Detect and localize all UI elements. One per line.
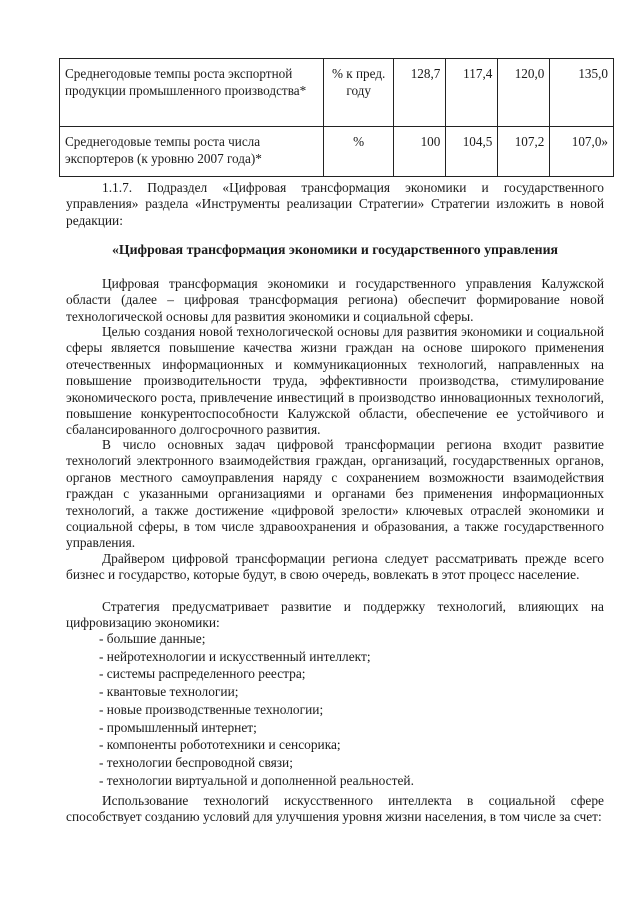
indicator-value: 104,5 — [446, 127, 498, 177]
indicator-value: 107,2 — [498, 127, 550, 177]
list-item: - большие данные; — [99, 631, 206, 646]
indicator-name: Среднегодовые темпы роста числа экспортеров (к уровню 2007 года)* — [60, 127, 324, 177]
intro-paragraph: 1.1.7. Подраздел «Цифровая трансформация экономики и государственного управления» раздела «Инструменты реализации Стратегии» Стратегии изложить в новой редакции: — [66, 180, 604, 228]
body-paragraph: Драйвером цифровой трансформации региона следует рассматривать прежде всего бизнес и государство, которые будут, в свою очередь, вовлекать в этот процесс население. — [66, 551, 604, 583]
indicator-unit: % к пред. году — [323, 59, 393, 127]
list-item: - новые производственные технологии; — [99, 701, 324, 717]
section-heading: «Цифровая трансформация экономики и государственного управления — [111, 242, 559, 257]
list-item: - технологии беспроводной связи; — [99, 754, 293, 770]
list-item: - квантовые технологии; — [99, 684, 239, 700]
indicator-value: 135,0 — [550, 59, 614, 127]
body-paragraph: Стратегия предусматривает развитие и поддержку технологий, влияющих на цифровизацию экономики: — [66, 599, 604, 631]
indicator-value: 100 — [394, 127, 446, 177]
body-paragraph: Целью создания новой технологической основы для развития экономики и социальной сферы является повышение качества жизни граждан на основе широкого применения отечественных информационных и коммуникационных технологий, направленных на повышение производительности труда, эффективности производства, стимулирование экономического роста, привлечение инвестиций в производство инновационных технологий, повышение конкурентоспособности Калужской области, обеспечение ее устойчивого и сбалансированного долгосрочного развития. — [66, 324, 604, 438]
export-indicators-table — [59, 58, 614, 177]
technology-list — [99, 630, 414, 789]
list-item: - промышленный интернет; — [99, 719, 257, 735]
indicator-value: 128,7 — [394, 59, 446, 127]
list-item: - нейротехнологии и искусственный интеллект; — [99, 648, 371, 664]
closing-paragraph: Использование технологий искусственного интеллекта в социальной сфере способствует созданию условий для улучшения уровня жизни населения, в том числе за счет: — [66, 793, 604, 825]
list-item: - компоненты робототехники и сенсорика; — [99, 737, 341, 753]
table-row — [60, 59, 614, 127]
list-item: - системы распределенного реестра; — [99, 666, 306, 682]
table-row — [60, 127, 614, 177]
indicator-unit: % — [323, 127, 393, 177]
indicator-name: Среднегодовые темпы роста экспортной продукции промышленного производства* — [60, 59, 324, 127]
body-paragraph: В число основных задач цифровой трансформации региона входит развитие технологий электронного взаимодействия граждан, организаций, государственных органов, органов местного самоуправления наряду с сохранением возможности взаимодействия граждан с указанными организациями и органами без применения информационных технологий, а также достижение «цифровой зрелости» ключевых отраслей экономики и социальной сферы, в том числе здравоохранения и образования, а также государственного управления. — [66, 437, 604, 551]
indicator-value: 120,0 — [498, 59, 550, 127]
indicator-value: 117,4 — [446, 59, 498, 127]
list-item: - технологии виртуальной и дополненной реальностей. — [99, 772, 414, 788]
body-paragraph: Цифровая трансформация экономики и государственного управления Калужской области (далее – цифровая трансформация региона) обеспечит формирование новой технологической основы для развития экономики и социальной сферы. — [66, 276, 604, 324]
indicator-value: 107,0» — [550, 127, 614, 177]
